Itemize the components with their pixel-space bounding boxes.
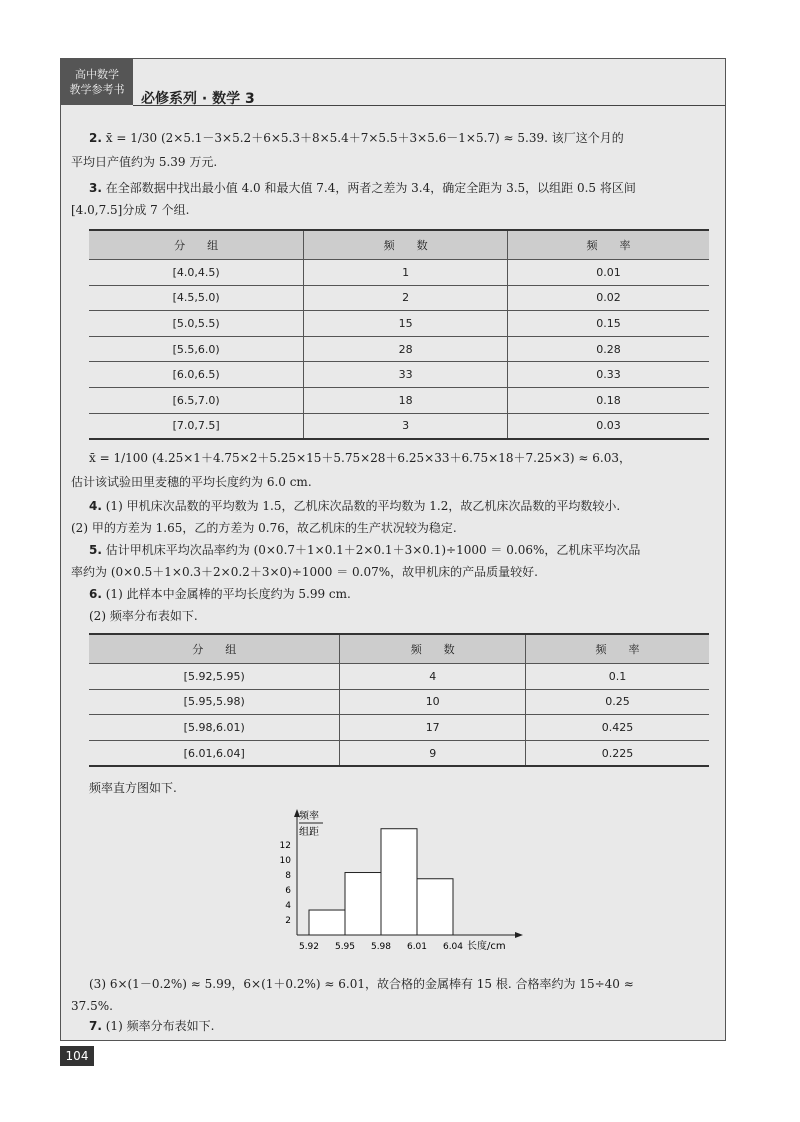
table-cell: [4.5,5.0): [89, 285, 304, 311]
mean-formula-line: x̄ = 1/100 (4.25×1＋4.75×2＋5.25×15＋5.75×28＋6.25×33＋6.75×18＋7.25×3) ≈ 6.03，: [89, 451, 632, 465]
table-row: [89, 362, 709, 388]
y-tick-label: 4: [285, 901, 291, 911]
x-axis-label: 长度/cm: [467, 941, 506, 952]
table-cell: [5.98,6.01): [89, 715, 340, 741]
table-row: [89, 689, 709, 715]
exercise-2-text: x̄ = 1/30 (2×5.1－3×5.2＋6×5.3＋8×5.4＋7×5.5＋3×5.6－1×5.7) ≈ 5.39. 该厂这个月的: [105, 131, 624, 145]
histogram-bar: [381, 829, 417, 935]
y-tick-label: 12: [279, 841, 291, 851]
frequency-table-2: [89, 633, 709, 767]
frequency-histogram: [251, 801, 541, 969]
column-header-frequency: 频 率: [525, 634, 709, 664]
table-cell: [6.5,7.0): [89, 387, 304, 413]
exercise-7-number: 7.: [89, 1019, 102, 1033]
table-header-row: [89, 230, 709, 260]
table-cell: [7.0,7.5]: [89, 413, 304, 439]
table-cell: [4.0,4.5): [89, 260, 304, 286]
table-cell: [5.5,6.0): [89, 336, 304, 362]
table-cell: 0.425: [525, 715, 709, 741]
table-cell: 10: [340, 689, 526, 715]
page-frame: [60, 58, 726, 1041]
exercise-5-line1: [89, 541, 640, 559]
header-badge-line1: 高中数学: [75, 68, 119, 81]
page-number: 104: [60, 1046, 94, 1066]
table-cell: 28: [304, 336, 508, 362]
table-cell: 33: [304, 362, 508, 388]
header-badge: [61, 59, 133, 105]
y-tick-label: 6: [285, 886, 291, 896]
column-header-group: 分 组: [89, 230, 304, 260]
exercise-5-line2: 率约为 (0×0.5＋1×0.3＋2×0.2＋3×0)÷1000 ＝ 0.07%，故甲机床的产品质量较好.: [71, 565, 538, 579]
exercise-4-line1: [89, 497, 620, 515]
table-cell: 15: [304, 311, 508, 337]
table-cell: 0.33: [507, 362, 709, 388]
x-tick-label: 6.01: [406, 942, 428, 952]
histogram-bar: [309, 910, 345, 935]
x-axis-arrow: [515, 932, 523, 938]
header-divider: [133, 105, 725, 106]
exercise-7-text: (1) 频率分布表如下.: [105, 1019, 215, 1033]
exercise-7-line1: [89, 1017, 214, 1035]
table-cell: 0.1: [525, 664, 709, 690]
x-tick-label: 6.04: [442, 942, 464, 952]
table-cell: 0.25: [525, 689, 709, 715]
column-header-frequency: 频 率: [507, 230, 709, 260]
table-cell: 0.15: [507, 311, 709, 337]
table-cell: 4: [340, 664, 526, 690]
y-axis-label-denominator: 组距: [299, 827, 319, 838]
column-header-count: 频 数: [340, 634, 526, 664]
exercise-6-line2: (2) 频率分布表如下.: [89, 609, 198, 623]
mean-conclusion-line: 估计该试验田里麦穗的平均长度约为 6.0 cm.: [71, 475, 312, 489]
table-row: [89, 285, 709, 311]
exercise-6-number: 6.: [89, 587, 102, 601]
table-cell: [5.95,5.98): [89, 689, 340, 715]
exercise-3-number: 3.: [89, 181, 102, 195]
table-row: [89, 715, 709, 741]
table-cell: [5.92,5.95): [89, 664, 340, 690]
y-axis-label-numerator: 频率: [299, 811, 319, 822]
table-cell: 17: [340, 715, 526, 741]
header-title: 必修系列 · 数学 3: [141, 91, 255, 107]
x-tick-label: 5.95: [334, 942, 356, 952]
table-cell: 0.18: [507, 387, 709, 413]
y-tick-label: 2: [285, 916, 291, 926]
table-cell: 1: [304, 260, 508, 286]
table-cell: [6.01,6.04]: [89, 740, 340, 766]
table-cell: 3: [304, 413, 508, 439]
histogram-bar: [417, 879, 453, 935]
column-header-count: 频 数: [304, 230, 508, 260]
exercise-4-text: (1) 甲机床次品数的平均数为 1.5，乙机床次品数的平均数为 1.2，故乙机床次品数的平均数较小.: [105, 499, 621, 513]
table-cell: 0.01: [507, 260, 709, 286]
exercise-4-line2: (2) 甲的方差为 1.65，乙的方差为 0.76，故乙机床的生产状况较为稳定.: [71, 521, 457, 535]
table-cell: 9: [340, 740, 526, 766]
table-cell: 18: [304, 387, 508, 413]
y-tick-label: 10: [279, 856, 291, 866]
exercise-5-number: 5.: [89, 543, 102, 557]
exercise-3-line2: [4.0,7.5]分成 7 个组.: [71, 203, 190, 217]
exercise-3-text: 在全部数据中找出最小值 4.0 和最大值 7.4，两者之差为 3.4，确定全距为 3.5，以组距 0.5 将区间: [105, 181, 636, 195]
exercise-2-line1: [89, 129, 624, 147]
exercise-2-number: 2.: [89, 131, 102, 145]
table-cell: 0.03: [507, 413, 709, 439]
header-badge-line2: 教学参考书: [69, 83, 125, 96]
x-tick-label: 5.92: [298, 942, 320, 952]
table-cell: [5.0,5.5): [89, 311, 304, 337]
table-row: [89, 336, 709, 362]
exercise-5-text: 估计甲机床平均次品率约为 (0×0.7＋1×0.1＋2×0.1＋3×0.1)÷1000 ＝ 0.06%，乙机床平均次品: [105, 543, 641, 557]
frequency-table-1: [89, 229, 709, 440]
table-row: [89, 664, 709, 690]
column-header-group: 分 组: [89, 634, 340, 664]
exercise-2-line2: 平均日产值约为 5.39 万元.: [71, 155, 218, 169]
exercise-3-line1: [89, 179, 636, 197]
table-cell: [6.0,6.5): [89, 362, 304, 388]
exercise-4-number: 4.: [89, 499, 102, 513]
exercise-6-part3-line1: (3) 6×(1－0.2%) ≈ 5.99，6×(1＋0.2%) ≈ 6.01，故合格的金属棒有 15 根. 合格率约为 15÷40 ≈: [89, 977, 634, 991]
table-cell: 0.225: [525, 740, 709, 766]
table-header-row: [89, 634, 709, 664]
y-tick-label: 8: [285, 871, 291, 881]
exercise-6-text: (1) 此样本中金属棒的平均长度约为 5.99 cm.: [105, 587, 351, 601]
histogram-caption: 频率直方图如下.: [89, 781, 177, 795]
x-tick-label: 5.98: [370, 942, 392, 952]
table-row: [89, 740, 709, 766]
table-cell: 0.02: [507, 285, 709, 311]
exercise-6-line1: [89, 585, 351, 603]
table-row: [89, 311, 709, 337]
table-row: [89, 260, 709, 286]
histogram-bar: [345, 873, 381, 935]
exercise-6-part3-line2: 37.5%.: [71, 999, 113, 1013]
table-cell: 0.28: [507, 336, 709, 362]
table-row: [89, 413, 709, 439]
table-row: [89, 387, 709, 413]
table-cell: 2: [304, 285, 508, 311]
